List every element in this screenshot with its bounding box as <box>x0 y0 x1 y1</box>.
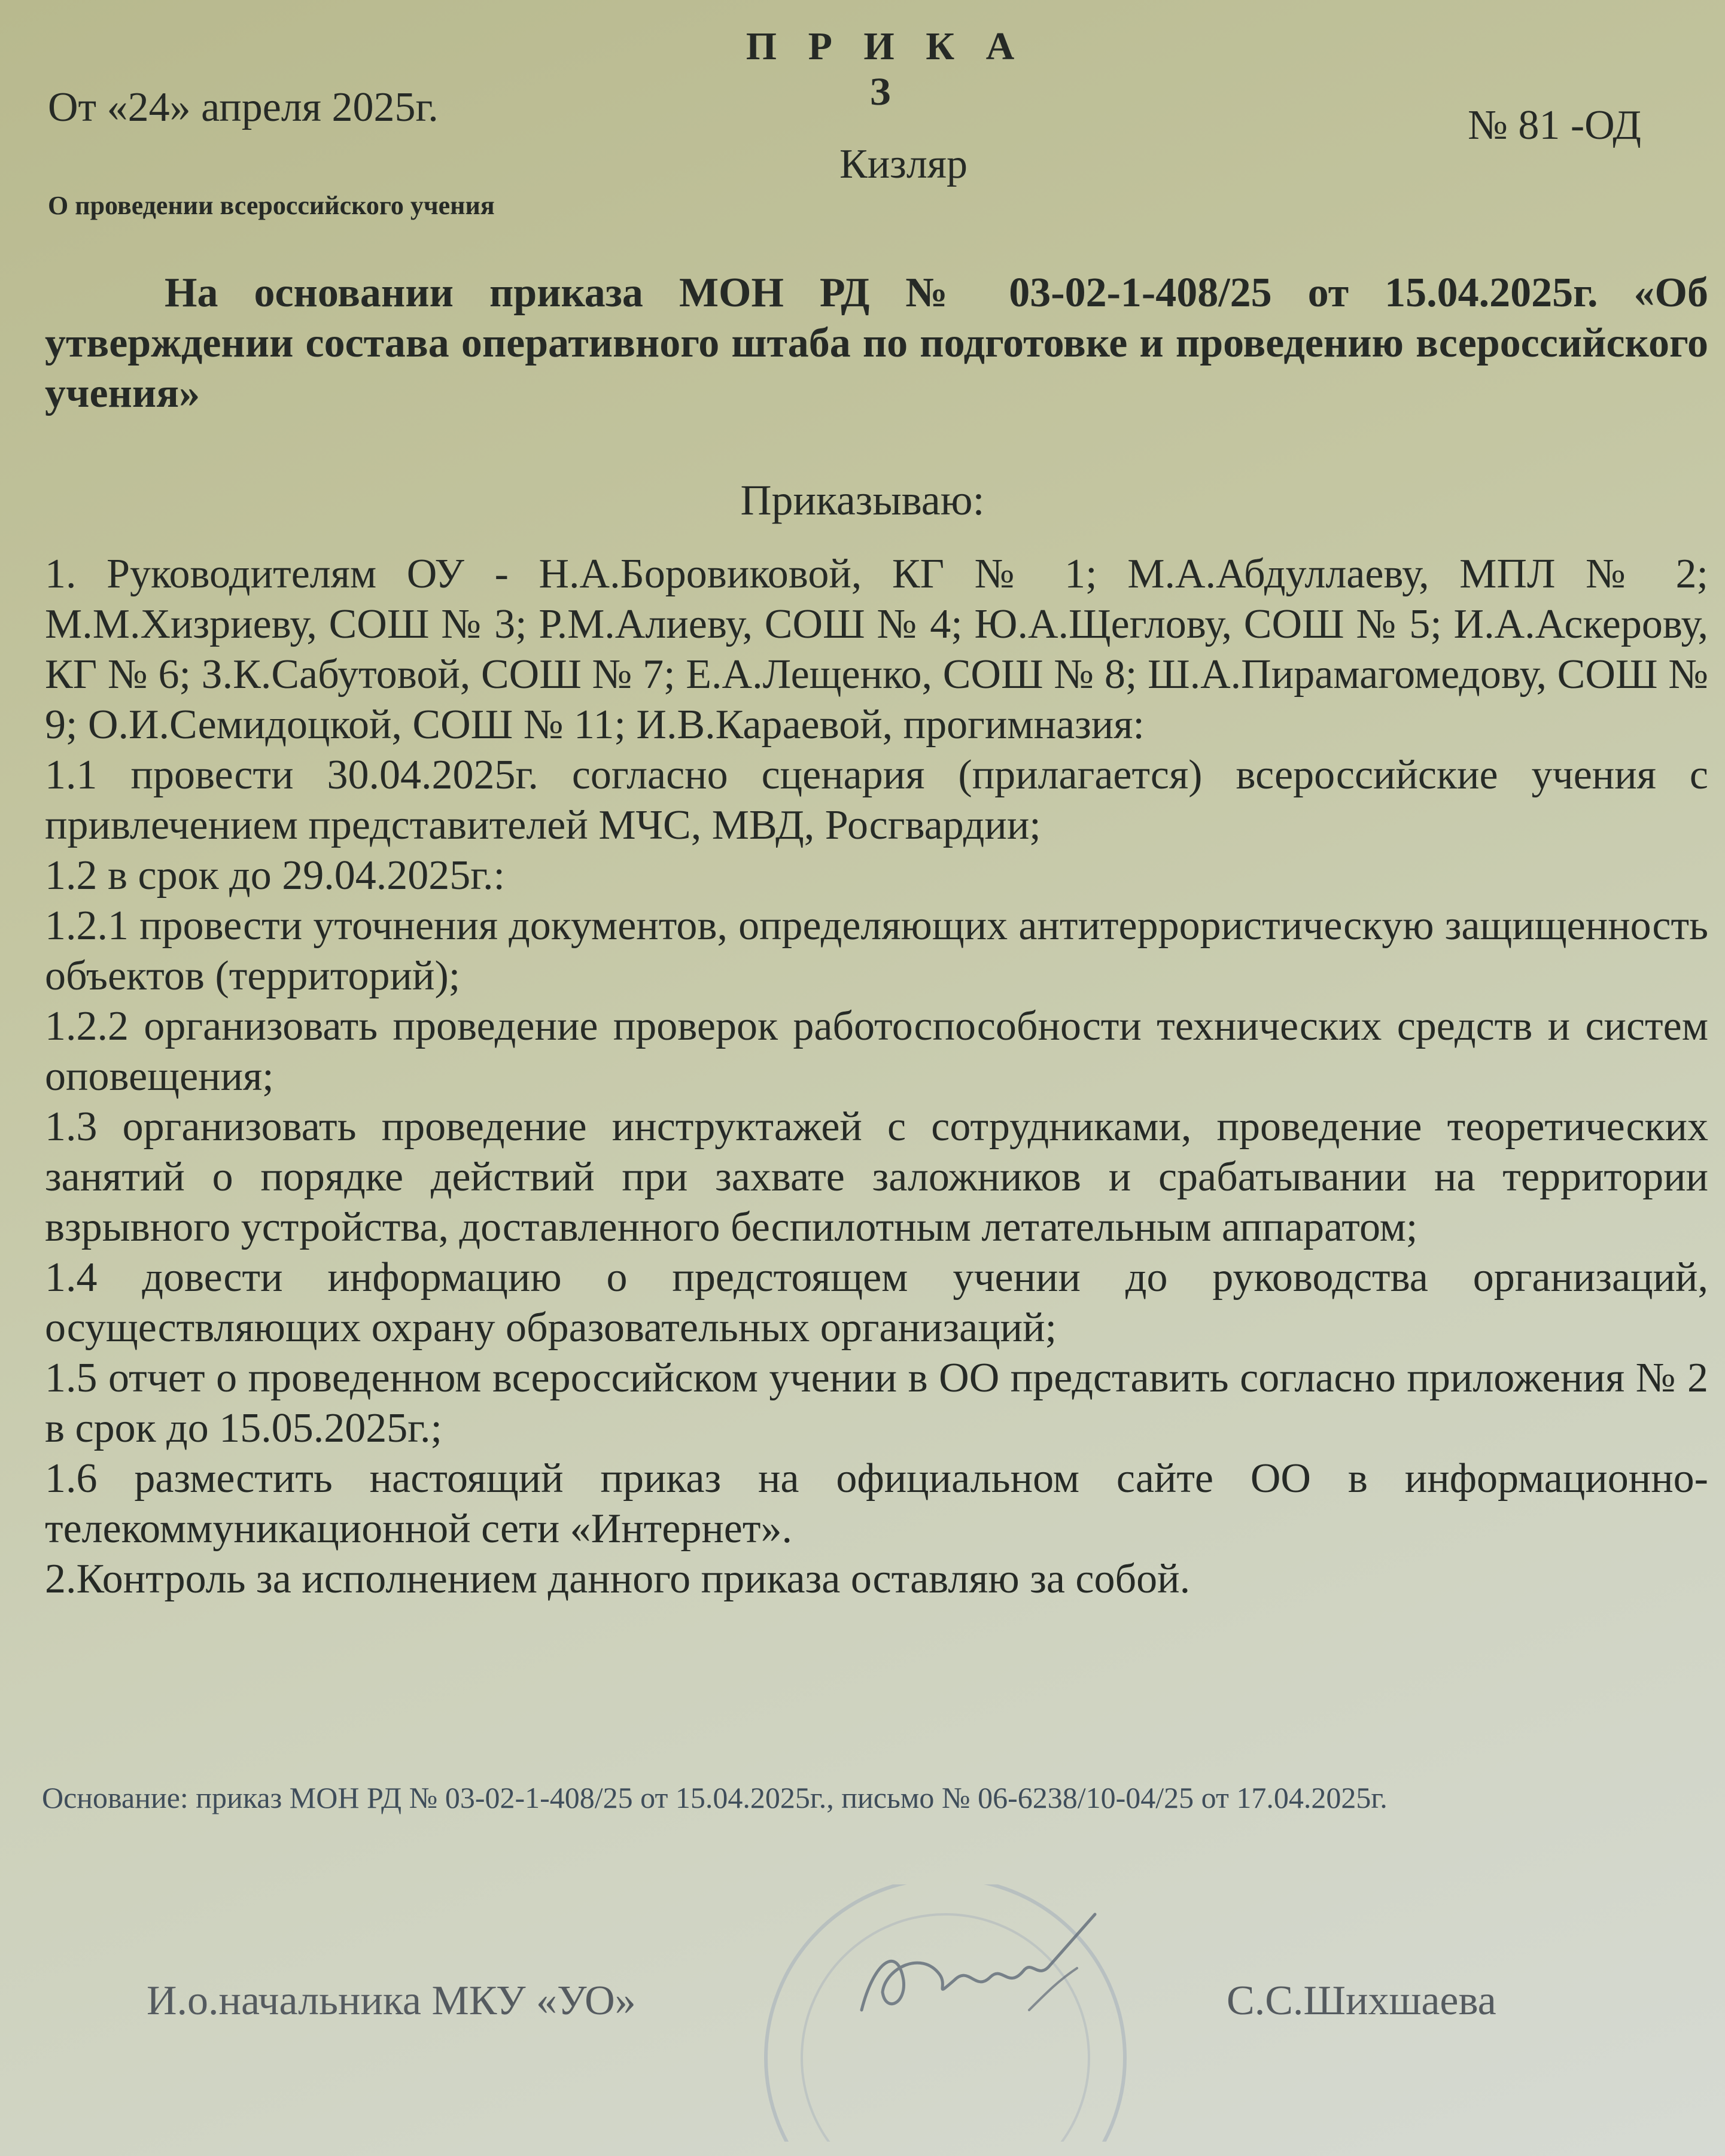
document-date: От «24» апреля 2025г. <box>48 84 439 130</box>
document-city: Кизляр <box>839 141 968 187</box>
document-title: П Р И К А З <box>746 25 1026 114</box>
signatory-role: И.о.начальника МКУ «УО» <box>147 1978 636 2024</box>
order-items <box>45 549 1708 1604</box>
order-item-1-1: 1.1 провести 30.04.2025г. согласно сценария (прилагается) всероссийские учения с привлечением представителей МЧС, МВД, Росгвардии; <box>45 752 1708 848</box>
order-item-1-4: 1.4 довести информацию о предстоящем учении до руководства организаций, осуществляющих охрану образовательных организаций; <box>45 1254 1708 1351</box>
document-number: № 81 -ОД <box>1468 102 1641 148</box>
order-item-1-2: 1.2 в срок до 29.04.2025г.: <box>45 852 506 899</box>
order-item-1-2-1: 1.2.1 провести уточнения документов, определяющих антитеррористическую защищенность объектов (территорий); <box>45 903 1708 999</box>
preamble-paragraph: На основании приказа МОН РД № 03-02-1-408/25 от 15.04.2025г. «Об утверждении состава оперативного штаба по подготовке и проведению всероссийского учения» <box>45 270 1708 416</box>
handwritten-signature <box>850 1908 1107 2028</box>
order-item-1-3: 1.3 организовать проведение инструктажей с сотрудниками, проведение теоретических занятий о порядке действий при захвате заложников и срабатывании на территории взрывного устройства, доставленного беспилотным летательным аппаратом; <box>45 1104 1708 1250</box>
order-item-1-2-2: 1.2.2 организовать проведение проверок работоспособности технических средств и систем оповещения; <box>45 1003 1708 1100</box>
document-subject: О проведении всероссийского учения <box>48 191 495 220</box>
order-item-1-5: 1.5 отчет о проведенном всероссийском учении в ОО представить согласно приложения № 2 в срок до 15.05.2025г.; <box>45 1355 1708 1451</box>
order-item-1-6: 1.6 разместить настоящий приказ на официальном сайте ОО в информационно-телекоммуникационной сети «Интернет». <box>45 1455 1708 1552</box>
order-item-1: 1. Руководителям ОУ - Н.А.Боровиковой, КГ № 1; М.А.Абдуллаеву, МПЛ № 2; М.М.Хизриеву, СОШ № 3; Р.М.Алиеву, СОШ № 4; Ю.А.Щеглову, СОШ № 5; И.А.Аскерову, КГ № 6; З.К.Сабутовой, СОШ № 7; Е.А.Лещенко, СОШ № 8; Ш.А.Пирамагомедову, СОШ № 9; О.И.Семидоцкой, СОШ № 11; И.В.Караевой, прогимназия: <box>45 551 1708 748</box>
order-heading: Приказываю: <box>740 476 985 524</box>
order-item-2: 2.Контроль за исполнением данного приказа оставляю за собой. <box>45 1556 1191 1602</box>
basis-note: Основание: приказ МОН РД № 03-02-1-408/25 от 15.04.2025г., письмо № 06-6238/10-04/25 от 17.04.2025г. <box>42 1781 1388 1814</box>
signatory-name: С.С.Шихшаева <box>1227 1978 1496 2024</box>
